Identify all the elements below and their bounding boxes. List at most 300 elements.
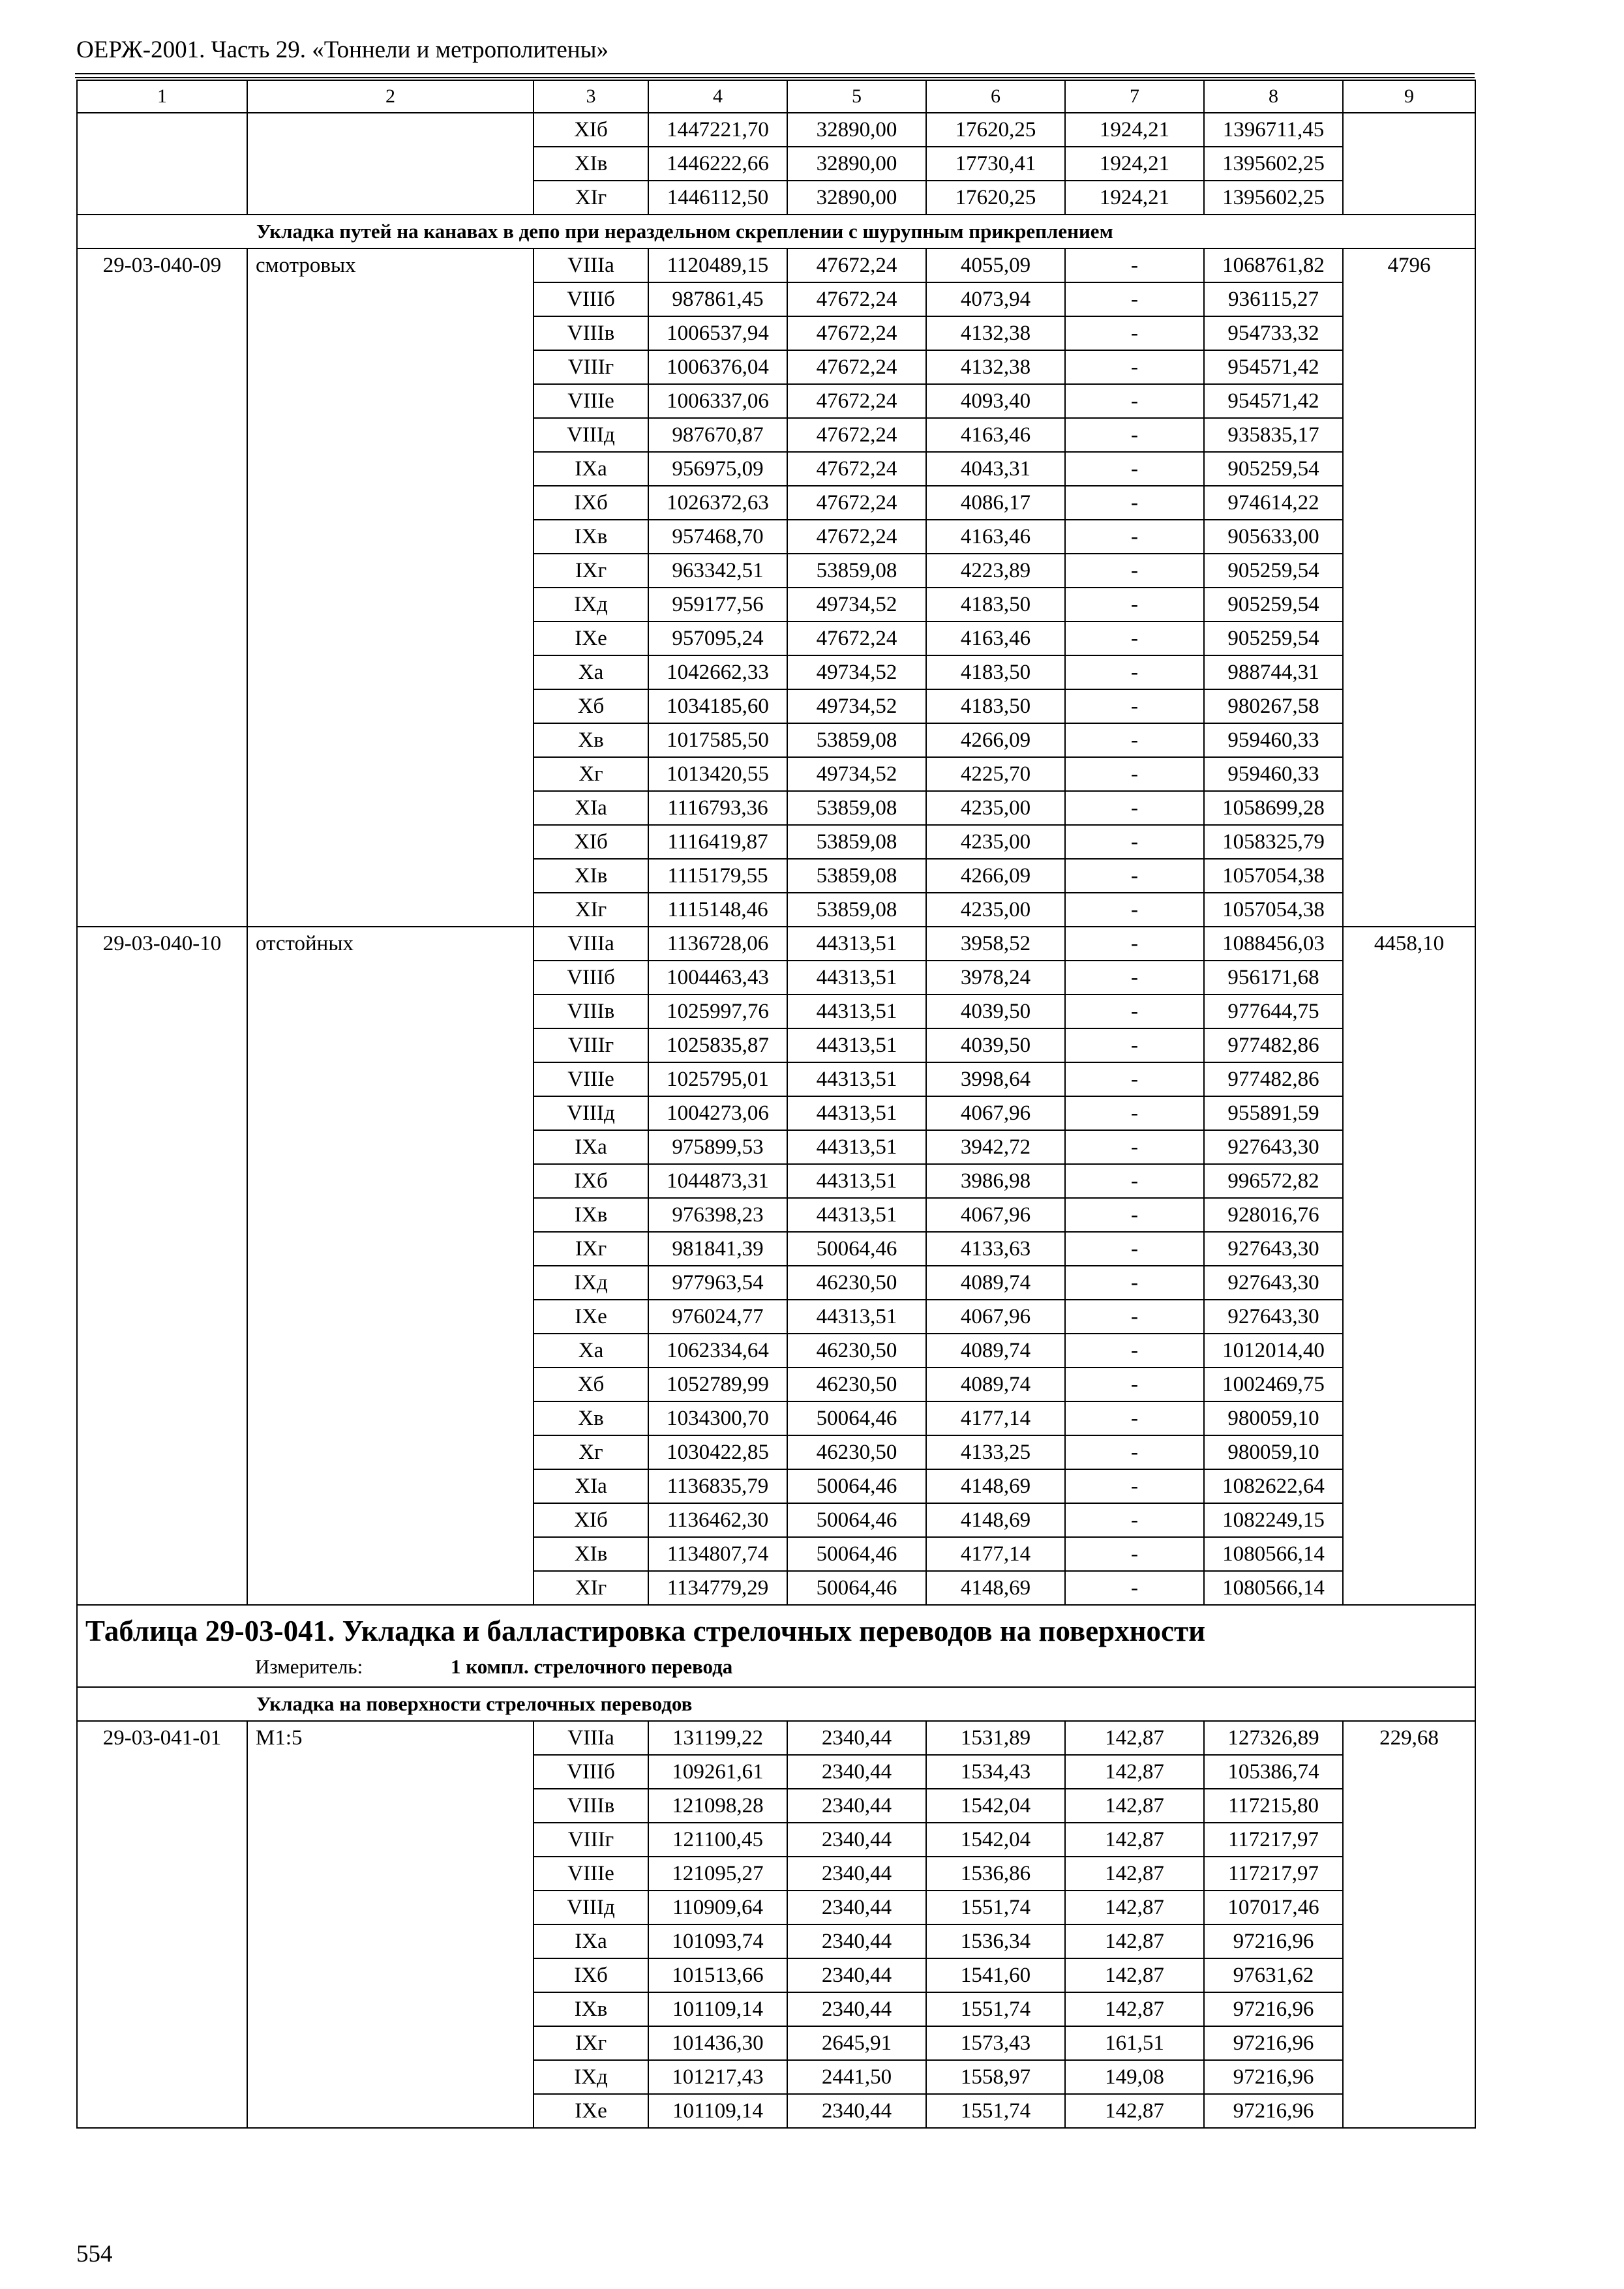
direct-cost-cell: 1136462,30 <box>648 1503 787 1537</box>
table-title-row <box>77 1605 1475 1687</box>
direct-cost-cell: 1013420,55 <box>648 757 787 791</box>
materials-cost-cell: 980059,10 <box>1204 1435 1343 1469</box>
machinist-wages-cell: - <box>1065 1469 1204 1503</box>
machine-cost-cell: 4177,14 <box>926 1537 1065 1571</box>
direct-cost-cell: 1034185,60 <box>648 689 787 723</box>
materials-cost-cell: 977482,86 <box>1204 1062 1343 1096</box>
machinist-wages-cell: - <box>1065 316 1204 350</box>
machinist-wages-cell: - <box>1065 1198 1204 1232</box>
machinist-wages-cell: - <box>1065 995 1204 1028</box>
section-heading-row <box>77 1687 1475 1721</box>
machine-cost-cell: 4089,74 <box>926 1334 1065 1368</box>
machine-cost-cell: 4148,69 <box>926 1503 1065 1537</box>
column-number: 4 <box>648 80 787 113</box>
wages-cell: 44313,51 <box>787 1164 926 1198</box>
machinist-wages-cell: - <box>1065 1334 1204 1368</box>
wages-cell: 47672,24 <box>787 248 926 282</box>
variant-cell: Xа <box>534 1334 648 1368</box>
wages-cell: 46230,50 <box>787 1334 926 1368</box>
wages-cell: 46230,50 <box>787 1435 926 1469</box>
variant-cell: VIIIд <box>534 1891 648 1924</box>
direct-cost-cell: 1447221,70 <box>648 113 787 147</box>
name-cell <box>247 113 534 215</box>
variant-cell: VIIIв <box>534 316 648 350</box>
name-cell: М1:5 <box>247 1721 534 2128</box>
machine-cost-cell: 4235,00 <box>926 825 1065 859</box>
wages-cell: 47672,24 <box>787 621 926 655</box>
direct-cost-cell: 1025795,01 <box>648 1062 787 1096</box>
direct-cost-cell: 121095,27 <box>648 1857 787 1891</box>
materials-cost-cell: 980267,58 <box>1204 689 1343 723</box>
machinist-wages-cell: - <box>1065 486 1204 520</box>
variant-cell: XIг <box>534 181 648 215</box>
wages-cell: 49734,52 <box>787 655 926 689</box>
machinist-wages-cell: - <box>1065 418 1204 452</box>
direct-cost-cell: 1062334,64 <box>648 1334 787 1368</box>
materials-cost-cell: 97631,62 <box>1204 1958 1343 1992</box>
variant-cell: Xв <box>534 1401 648 1435</box>
materials-cost-cell: 1080566,14 <box>1204 1537 1343 1571</box>
machine-cost-cell: 4089,74 <box>926 1368 1065 1401</box>
wages-cell: 46230,50 <box>787 1368 926 1401</box>
wages-cell: 50064,46 <box>787 1537 926 1571</box>
machine-cost-cell: 4148,69 <box>926 1469 1065 1503</box>
direct-cost-cell: 1025997,76 <box>648 995 787 1028</box>
wages-cell: 50064,46 <box>787 1571 926 1605</box>
variant-cell: VIIIа <box>534 248 648 282</box>
wages-cell: 2340,44 <box>787 1755 926 1789</box>
rates-table <box>76 80 1476 2129</box>
direct-cost-cell: 121100,45 <box>648 1823 787 1857</box>
wages-cell: 44313,51 <box>787 995 926 1028</box>
machine-cost-cell: 1542,04 <box>926 1789 1065 1823</box>
machinist-wages-cell: - <box>1065 520 1204 554</box>
machine-cost-cell: 4132,38 <box>926 316 1065 350</box>
machinist-wages-cell: - <box>1065 1537 1204 1571</box>
materials-cost-cell: 117215,80 <box>1204 1789 1343 1823</box>
direct-cost-cell: 976398,23 <box>648 1198 787 1232</box>
machine-cost-cell: 3958,52 <box>926 927 1065 961</box>
machine-cost-cell: 4067,96 <box>926 1096 1065 1130</box>
materials-cost-cell: 954571,42 <box>1204 350 1343 384</box>
machinist-wages-cell: - <box>1065 893 1204 927</box>
direct-cost-cell: 957095,24 <box>648 621 787 655</box>
wages-cell: 53859,08 <box>787 791 926 825</box>
wages-cell: 49734,52 <box>787 588 926 621</box>
wages-cell: 49734,52 <box>787 689 926 723</box>
machinist-wages-cell: - <box>1065 1266 1204 1300</box>
variant-cell: Xг <box>534 757 648 791</box>
variant-cell: XIб <box>534 1503 648 1537</box>
variant-cell: IXд <box>534 2060 648 2094</box>
wages-cell: 44313,51 <box>787 1130 926 1164</box>
materials-cost-cell: 1088456,03 <box>1204 927 1343 961</box>
machinist-wages-cell: - <box>1065 588 1204 621</box>
wages-cell: 50064,46 <box>787 1401 926 1435</box>
column-number: 9 <box>1343 80 1475 113</box>
column-number: 6 <box>926 80 1065 113</box>
variant-cell: XIв <box>534 147 648 181</box>
direct-cost-cell: 1006337,06 <box>648 384 787 418</box>
wages-cell: 53859,08 <box>787 859 926 893</box>
variant-cell: IXв <box>534 1198 648 1232</box>
machine-cost-cell: 4163,46 <box>926 418 1065 452</box>
variant-cell: XIг <box>534 893 648 927</box>
materials-cost-cell: 905259,54 <box>1204 621 1343 655</box>
column-number: 7 <box>1065 80 1204 113</box>
wages-cell: 46230,50 <box>787 1266 926 1300</box>
wages-cell: 50064,46 <box>787 1503 926 1537</box>
machinist-wages-cell: 149,08 <box>1065 2060 1204 2094</box>
direct-cost-cell: 1004273,06 <box>648 1096 787 1130</box>
direct-cost-cell: 1030422,85 <box>648 1435 787 1469</box>
materials-cost-cell: 954733,32 <box>1204 316 1343 350</box>
machinist-wages-cell: - <box>1065 1503 1204 1537</box>
machinist-wages-cell: - <box>1065 655 1204 689</box>
table-row <box>77 113 1475 147</box>
wages-cell: 47672,24 <box>787 350 926 384</box>
machine-cost-cell: 4089,74 <box>926 1266 1065 1300</box>
machine-cost-cell: 1536,86 <box>926 1857 1065 1891</box>
machinist-wages-cell: - <box>1065 689 1204 723</box>
section-heading: Укладка путей на канавах в депо при нераздельном скреплении с шурупным прикреплением <box>247 215 1475 248</box>
wages-cell: 50064,46 <box>787 1232 926 1266</box>
wages-cell: 53859,08 <box>787 554 926 588</box>
direct-cost-cell: 1116793,36 <box>648 791 787 825</box>
name-cell: смотровых <box>247 248 534 927</box>
wages-cell: 47672,24 <box>787 384 926 418</box>
materials-cost-cell: 1395602,25 <box>1204 181 1343 215</box>
labor-cell <box>1343 113 1475 215</box>
direct-cost-cell: 1004463,43 <box>648 961 787 995</box>
materials-cost-cell: 1057054,38 <box>1204 893 1343 927</box>
variant-cell: VIIIг <box>534 1823 648 1857</box>
wages-cell: 44313,51 <box>787 1062 926 1096</box>
materials-cost-cell: 1058325,79 <box>1204 825 1343 859</box>
variant-cell: IXг <box>534 1232 648 1266</box>
machine-cost-cell: 4039,50 <box>926 995 1065 1028</box>
page-number: 554 <box>76 2241 113 2267</box>
column-number: 3 <box>534 80 648 113</box>
machinist-wages-cell: - <box>1065 350 1204 384</box>
machine-cost-cell: 4148,69 <box>926 1571 1065 1605</box>
materials-cost-cell: 1396711,45 <box>1204 113 1343 147</box>
header-rule-second <box>75 77 1475 78</box>
materials-cost-cell: 127326,89 <box>1204 1721 1343 1755</box>
variant-cell: VIIIв <box>534 995 648 1028</box>
machine-cost-cell: 4183,50 <box>926 689 1065 723</box>
variant-cell: VIIIв <box>534 1789 648 1823</box>
variant-cell: VIIIе <box>534 384 648 418</box>
materials-cost-cell: 97216,96 <box>1204 1992 1343 2026</box>
machinist-wages-cell: - <box>1065 1130 1204 1164</box>
machinist-wages-cell: - <box>1065 621 1204 655</box>
variant-cell: VIIIа <box>534 1721 648 1755</box>
machine-cost-cell: 17620,25 <box>926 181 1065 215</box>
machinist-wages-cell: 161,51 <box>1065 2026 1204 2060</box>
machinist-wages-cell: 142,87 <box>1065 1823 1204 1857</box>
wages-cell: 53859,08 <box>787 825 926 859</box>
wages-cell: 47672,24 <box>787 418 926 452</box>
table-row <box>77 248 1475 282</box>
machine-cost-cell: 3998,64 <box>926 1062 1065 1096</box>
materials-cost-cell: 936115,27 <box>1204 282 1343 316</box>
materials-cost-cell: 1082249,15 <box>1204 1503 1343 1537</box>
machinist-wages-cell: - <box>1065 1028 1204 1062</box>
machine-cost-cell: 4266,09 <box>926 859 1065 893</box>
materials-cost-cell: 1012014,40 <box>1204 1334 1343 1368</box>
variant-cell: XIб <box>534 113 648 147</box>
machinist-wages-cell: - <box>1065 384 1204 418</box>
direct-cost-cell: 1134779,29 <box>648 1571 787 1605</box>
name-cell: отстойных <box>247 927 534 1605</box>
variant-cell: Xб <box>534 689 648 723</box>
section-lead <box>77 215 247 248</box>
direct-cost-cell: 957468,70 <box>648 520 787 554</box>
machine-cost-cell: 4132,38 <box>926 350 1065 384</box>
machine-cost-cell: 4043,31 <box>926 452 1065 486</box>
machinist-wages-cell: - <box>1065 1232 1204 1266</box>
direct-cost-cell: 1034300,70 <box>648 1401 787 1435</box>
materials-cost-cell: 977644,75 <box>1204 995 1343 1028</box>
wages-cell: 2340,44 <box>787 1958 926 1992</box>
materials-cost-cell: 1002469,75 <box>1204 1368 1343 1401</box>
direct-cost-cell: 963342,51 <box>648 554 787 588</box>
variant-cell: VIIIб <box>534 1755 648 1789</box>
machine-cost-cell: 1551,74 <box>926 2094 1065 2128</box>
code-cell: 29-03-041-01 <box>77 1721 247 2128</box>
direct-cost-cell: 987861,45 <box>648 282 787 316</box>
direct-cost-cell: 959177,56 <box>648 588 787 621</box>
machinist-wages-cell: 142,87 <box>1065 1755 1204 1789</box>
column-number: 1 <box>77 80 247 113</box>
measure-value: 1 компл. стрелочного перевода <box>451 1655 733 1678</box>
materials-cost-cell: 107017,46 <box>1204 1891 1343 1924</box>
machine-cost-cell: 4235,00 <box>926 791 1065 825</box>
section-lead <box>77 1687 247 1721</box>
machine-cost-cell: 4266,09 <box>926 723 1065 757</box>
machine-cost-cell: 1551,74 <box>926 1891 1065 1924</box>
materials-cost-cell: 927643,30 <box>1204 1266 1343 1300</box>
direct-cost-cell: 1017585,50 <box>648 723 787 757</box>
direct-cost-cell: 101513,66 <box>648 1958 787 1992</box>
machinist-wages-cell: - <box>1065 1300 1204 1334</box>
variant-cell: IXа <box>534 1924 648 1958</box>
direct-cost-cell: 1044873,31 <box>648 1164 787 1198</box>
materials-cost-cell: 1068761,82 <box>1204 248 1343 282</box>
wages-cell: 47672,24 <box>787 452 926 486</box>
variant-cell: IXв <box>534 520 648 554</box>
variant-cell: XIв <box>534 859 648 893</box>
machine-cost-cell: 4086,17 <box>926 486 1065 520</box>
machinist-wages-cell: - <box>1065 961 1204 995</box>
code-cell: 29-03-040-10 <box>77 927 247 1605</box>
direct-cost-cell: 101109,14 <box>648 2094 787 2128</box>
direct-cost-cell: 1115179,55 <box>648 859 787 893</box>
direct-cost-cell: 1136835,79 <box>648 1469 787 1503</box>
materials-cost-cell: 935835,17 <box>1204 418 1343 452</box>
machine-cost-cell: 4067,96 <box>926 1198 1065 1232</box>
variant-cell: IXг <box>534 554 648 588</box>
variant-cell: IXв <box>534 1992 648 2026</box>
machinist-wages-cell: - <box>1065 927 1204 961</box>
section-heading: Укладка на поверхности стрелочных переводов <box>247 1687 1475 1721</box>
machine-cost-cell: 4133,63 <box>926 1232 1065 1266</box>
machinist-wages-cell: - <box>1065 248 1204 282</box>
wages-cell: 50064,46 <box>787 1469 926 1503</box>
direct-cost-cell: 1025835,87 <box>648 1028 787 1062</box>
machinist-wages-cell: - <box>1065 1571 1204 1605</box>
materials-cost-cell: 1058699,28 <box>1204 791 1343 825</box>
labor-cell: 4458,10 <box>1343 927 1475 1605</box>
machine-cost-cell: 1541,60 <box>926 1958 1065 1992</box>
machinist-wages-cell: 142,87 <box>1065 1789 1204 1823</box>
column-number: 2 <box>247 80 534 113</box>
materials-cost-cell: 927643,30 <box>1204 1130 1343 1164</box>
materials-cost-cell: 97216,96 <box>1204 2094 1343 2128</box>
direct-cost-cell: 1120489,15 <box>648 248 787 282</box>
wages-cell: 2340,44 <box>787 1891 926 1924</box>
machinist-wages-cell: 1924,21 <box>1065 181 1204 215</box>
machine-cost-cell: 4055,09 <box>926 248 1065 282</box>
variant-cell: IXе <box>534 621 648 655</box>
variant-cell: IXб <box>534 1164 648 1198</box>
materials-cost-cell: 1057054,38 <box>1204 859 1343 893</box>
variant-cell: IXа <box>534 452 648 486</box>
materials-cost-cell: 1082622,64 <box>1204 1469 1343 1503</box>
materials-cost-cell: 996572,82 <box>1204 1164 1343 1198</box>
direct-cost-cell: 956975,09 <box>648 452 787 486</box>
direct-cost-cell: 1115148,46 <box>648 893 787 927</box>
variant-cell: Xв <box>534 723 648 757</box>
variant-cell: VIIIе <box>534 1062 648 1096</box>
direct-cost-cell: 1446222,66 <box>648 147 787 181</box>
machinist-wages-cell: - <box>1065 1164 1204 1198</box>
direct-cost-cell: 977963,54 <box>648 1266 787 1300</box>
materials-cost-cell: 956171,68 <box>1204 961 1343 995</box>
variant-cell: VIIIб <box>534 961 648 995</box>
materials-cost-cell: 905259,54 <box>1204 588 1343 621</box>
machine-cost-cell: 1534,43 <box>926 1755 1065 1789</box>
variant-cell: VIIIг <box>534 350 648 384</box>
materials-cost-cell: 980059,10 <box>1204 1401 1343 1435</box>
machinist-wages-cell: 142,87 <box>1065 1721 1204 1755</box>
wages-cell: 44313,51 <box>787 927 926 961</box>
variant-cell: VIIIд <box>534 418 648 452</box>
machine-cost-cell: 4133,25 <box>926 1435 1065 1469</box>
materials-cost-cell: 97216,96 <box>1204 2060 1343 2094</box>
materials-cost-cell: 905259,54 <box>1204 452 1343 486</box>
materials-cost-cell: 117217,97 <box>1204 1857 1343 1891</box>
machinist-wages-cell: 142,87 <box>1065 1992 1204 2026</box>
variant-cell: Xб <box>534 1368 648 1401</box>
column-number: 5 <box>787 80 926 113</box>
wages-cell: 2340,44 <box>787 1992 926 2026</box>
materials-cost-cell: 105386,74 <box>1204 1755 1343 1789</box>
materials-cost-cell: 928016,76 <box>1204 1198 1343 1232</box>
machine-cost-cell: 3978,24 <box>926 961 1065 995</box>
materials-cost-cell: 927643,30 <box>1204 1232 1343 1266</box>
direct-cost-cell: 981841,39 <box>648 1232 787 1266</box>
machinist-wages-cell: - <box>1065 757 1204 791</box>
column-number-row <box>77 80 1475 113</box>
header-rule <box>75 73 1475 74</box>
materials-cost-cell: 988744,31 <box>1204 655 1343 689</box>
machinist-wages-cell: 142,87 <box>1065 1891 1204 1924</box>
direct-cost-cell: 1026372,63 <box>648 486 787 520</box>
direct-cost-cell: 1116419,87 <box>648 825 787 859</box>
machine-cost-cell: 4223,89 <box>926 554 1065 588</box>
direct-cost-cell: 1006376,04 <box>648 350 787 384</box>
wages-cell: 32890,00 <box>787 181 926 215</box>
variant-cell: IXд <box>534 588 648 621</box>
machinist-wages-cell: 142,87 <box>1065 1924 1204 1958</box>
direct-cost-cell: 109261,61 <box>648 1755 787 1789</box>
machinist-wages-cell: - <box>1065 282 1204 316</box>
wages-cell: 44313,51 <box>787 1300 926 1334</box>
wages-cell: 44313,51 <box>787 961 926 995</box>
machine-cost-cell: 4073,94 <box>926 282 1065 316</box>
machine-cost-cell: 4039,50 <box>926 1028 1065 1062</box>
direct-cost-cell: 1136728,06 <box>648 927 787 961</box>
machinist-wages-cell: - <box>1065 825 1204 859</box>
variant-cell: IXе <box>534 2094 648 2128</box>
direct-cost-cell: 987670,87 <box>648 418 787 452</box>
direct-cost-cell: 101109,14 <box>648 1992 787 2026</box>
materials-cost-cell: 954571,42 <box>1204 384 1343 418</box>
direct-cost-cell: 1052789,99 <box>648 1368 787 1401</box>
direct-cost-cell: 121098,28 <box>648 1789 787 1823</box>
materials-cost-cell: 97216,96 <box>1204 2026 1343 2060</box>
wages-cell: 47672,24 <box>787 486 926 520</box>
materials-cost-cell: 955891,59 <box>1204 1096 1343 1130</box>
wages-cell: 53859,08 <box>787 723 926 757</box>
code-cell <box>77 113 247 215</box>
wages-cell: 44313,51 <box>787 1096 926 1130</box>
variant-cell: VIIIе <box>534 1857 648 1891</box>
wages-cell: 2340,44 <box>787 1857 926 1891</box>
wages-cell: 47672,24 <box>787 282 926 316</box>
variant-cell: XIа <box>534 791 648 825</box>
code-cell: 29-03-040-09 <box>77 248 247 927</box>
variant-cell: XIа <box>534 1469 648 1503</box>
direct-cost-cell: 1006537,94 <box>648 316 787 350</box>
machine-cost-cell: 4163,46 <box>926 621 1065 655</box>
machinist-wages-cell: - <box>1065 554 1204 588</box>
wages-cell: 32890,00 <box>787 147 926 181</box>
wages-cell: 49734,52 <box>787 757 926 791</box>
variant-cell: IXе <box>534 1300 648 1334</box>
direct-cost-cell: 101436,30 <box>648 2026 787 2060</box>
variant-cell: XIг <box>534 1571 648 1605</box>
measure-label: Измеритель: <box>255 1655 363 1678</box>
materials-cost-cell: 977482,86 <box>1204 1028 1343 1062</box>
wages-cell: 44313,51 <box>787 1198 926 1232</box>
wages-cell: 47672,24 <box>787 520 926 554</box>
running-title: ОЕРЖ-2001. Часть 29. «Тоннели и метрополитены» <box>76 37 609 63</box>
section-heading-row <box>77 215 1475 248</box>
wages-cell: 32890,00 <box>787 113 926 147</box>
variant-cell: IXг <box>534 2026 648 2060</box>
machine-cost-cell: 4225,70 <box>926 757 1065 791</box>
machinist-wages-cell: - <box>1065 1401 1204 1435</box>
wages-cell: 2441,50 <box>787 2060 926 2094</box>
variant-cell: VIIIг <box>534 1028 648 1062</box>
direct-cost-cell: 1042662,33 <box>648 655 787 689</box>
direct-cost-cell: 975899,53 <box>648 1130 787 1164</box>
machine-cost-cell: 1542,04 <box>926 1823 1065 1857</box>
materials-cost-cell: 959460,33 <box>1204 757 1343 791</box>
